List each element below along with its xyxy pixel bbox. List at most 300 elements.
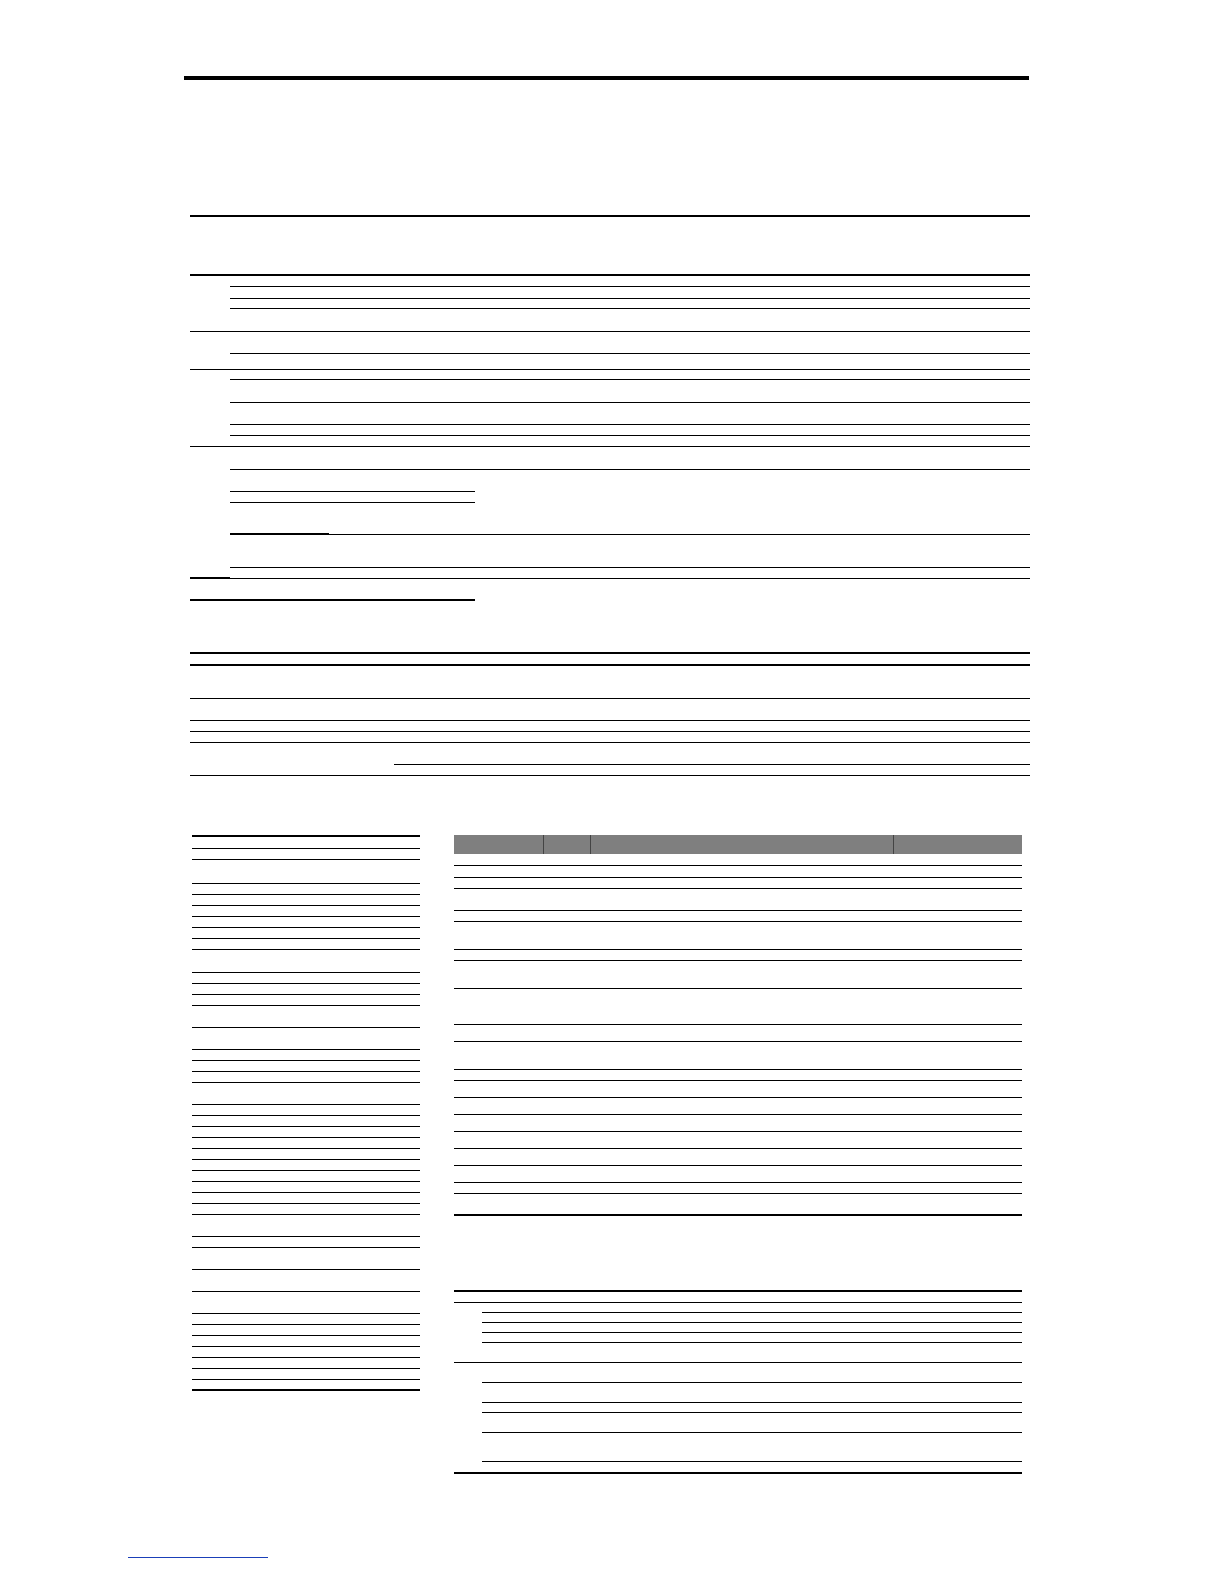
table-row [454, 1114, 1022, 1131]
table-cell [590, 1041, 893, 1069]
table-cell [543, 1024, 590, 1041]
table-row [192, 1082, 420, 1104]
table-row [190, 435, 1030, 446]
table-row [190, 286, 1030, 298]
table-cell [275, 949, 420, 972]
table-cell [275, 1060, 420, 1071]
table-row [190, 331, 1030, 353]
table-cell [192, 1214, 275, 1236]
table-row [192, 1236, 420, 1247]
table-cell [275, 1379, 420, 1390]
table-cell [329, 369, 475, 379]
table-cell [190, 698, 485, 720]
table-cell [893, 1312, 1022, 1322]
table-cell [543, 1193, 590, 1215]
table-row [190, 567, 1030, 578]
table-row [192, 1049, 420, 1060]
table-cell [329, 435, 475, 446]
table-row [454, 960, 1022, 988]
table-cell [275, 1192, 420, 1203]
table-row [454, 988, 1022, 1024]
table-row [192, 994, 420, 1005]
table-cell [192, 983, 275, 994]
table-cell [485, 653, 1030, 665]
table-cell [454, 1165, 543, 1182]
table-cell [192, 972, 275, 983]
table-cell [329, 298, 475, 308]
table-row [192, 1170, 420, 1181]
table-row [454, 1165, 1022, 1182]
table-cell [192, 1126, 275, 1137]
table-cell [275, 1346, 420, 1357]
table-cell [454, 888, 543, 910]
table-cell [893, 1432, 1022, 1461]
table-row [190, 742, 1030, 764]
table-row [192, 972, 420, 983]
table-cell [571, 1382, 893, 1402]
table-row [454, 1432, 1022, 1461]
table-cell [893, 1461, 1022, 1473]
table-row [190, 469, 1030, 491]
table-cell [475, 379, 1030, 402]
table-cell [893, 1182, 1022, 1193]
table-cell [543, 854, 590, 865]
table-cell [192, 894, 275, 905]
table-cell [893, 988, 1022, 1024]
table-row [190, 275, 1030, 286]
table-row [454, 1069, 1022, 1080]
table-row [192, 938, 420, 949]
table-cell [571, 1332, 893, 1342]
table-cell [230, 446, 329, 469]
table-cell [454, 1069, 543, 1080]
table-cell [454, 865, 543, 877]
table-cell [275, 1148, 420, 1159]
table-cell [394, 764, 485, 775]
table-cell [543, 921, 590, 949]
table-cell [893, 1362, 1022, 1382]
table-cell [329, 502, 475, 533]
table-cell [275, 1357, 420, 1368]
table-cell [192, 1192, 275, 1203]
table-cell [192, 1181, 275, 1192]
table-cell [192, 1049, 275, 1060]
table-cell [192, 836, 275, 848]
table-row [190, 698, 1030, 720]
table-cell [454, 1291, 571, 1302]
table-cell [192, 1104, 275, 1115]
table-cell [275, 905, 420, 916]
table-cell [485, 698, 1030, 720]
table-row [192, 1357, 420, 1368]
table-row [190, 578, 1030, 600]
table-row [192, 1104, 420, 1115]
table-cell [893, 854, 1022, 865]
table-cell [394, 742, 485, 764]
table-cell [275, 1214, 420, 1236]
table-cell [454, 1193, 543, 1215]
table-cell [230, 353, 329, 369]
table-cell [590, 877, 893, 888]
table-cell [192, 916, 275, 927]
table-cell [230, 534, 329, 567]
table-row [190, 424, 1030, 435]
footer-link-underline[interactable] [128, 1557, 268, 1558]
table-cell [192, 927, 275, 938]
table-row [192, 883, 420, 894]
table-row [190, 534, 1030, 567]
table-cell [590, 1193, 893, 1215]
table-cell [893, 1402, 1022, 1412]
table-cell [329, 402, 475, 424]
table-cell [454, 854, 543, 865]
table-cell [329, 353, 475, 369]
table-row [454, 921, 1022, 949]
table-cell [329, 578, 475, 600]
table-cell [475, 308, 1030, 331]
table-cell [893, 865, 1022, 877]
table-cell [475, 567, 1030, 578]
table-cell [329, 469, 475, 491]
table-5 [454, 1290, 1022, 1474]
table-cell [192, 938, 275, 949]
table-cell [475, 275, 1030, 286]
table-cell [590, 1069, 893, 1080]
table-cell [275, 1324, 420, 1335]
table-row [192, 983, 420, 994]
table-cell [454, 1302, 482, 1362]
table-cell [543, 910, 590, 921]
table-1 [190, 215, 1030, 601]
table-cell [571, 1362, 893, 1382]
table-row [190, 216, 1030, 275]
table-row [190, 379, 1030, 402]
table-row [454, 1312, 1022, 1322]
table-row [454, 949, 1022, 960]
table-cell [329, 491, 475, 502]
table-row [192, 894, 420, 905]
table-cell [893, 1342, 1022, 1362]
table-cell [543, 960, 590, 988]
table-cell [893, 921, 1022, 949]
table-cell [893, 1291, 1022, 1302]
table-cell [543, 888, 590, 910]
table-cell [893, 1302, 1022, 1312]
table-row [192, 949, 420, 972]
table-cell [893, 1080, 1022, 1097]
table-cell [192, 1159, 275, 1170]
table-cell [275, 1126, 420, 1137]
table-cell [590, 949, 893, 960]
table-row [192, 1148, 420, 1159]
table-cell [482, 1461, 571, 1473]
table-row [190, 731, 1030, 742]
table-row [454, 1332, 1022, 1342]
table-cell [454, 1097, 543, 1114]
table-cell [275, 994, 420, 1005]
table-row [192, 1346, 420, 1357]
table-cell [329, 424, 475, 435]
table-row [192, 1335, 420, 1346]
table-row [192, 916, 420, 927]
table-cell [192, 1291, 275, 1313]
table-cell [454, 1024, 543, 1041]
table-row [454, 1291, 1022, 1302]
table-cell [190, 216, 230, 275]
table-cell [543, 865, 590, 877]
table-cell [543, 1080, 590, 1097]
table-cell [275, 1005, 420, 1027]
table-cell [192, 1357, 275, 1368]
table-cell [893, 1114, 1022, 1131]
table-cell [475, 298, 1030, 308]
table-cell [230, 379, 329, 402]
table-cell [192, 883, 275, 894]
table-cell [275, 1313, 420, 1324]
table-cell [543, 1148, 590, 1165]
table-row [192, 1192, 420, 1203]
table-cell [230, 369, 329, 379]
table-cell [329, 216, 475, 275]
table-cell [893, 1193, 1022, 1215]
table-cell [275, 883, 420, 894]
table-cell [482, 1382, 571, 1402]
table-cell [230, 402, 329, 424]
table-cell [329, 308, 475, 331]
table-cell [230, 491, 329, 502]
table-cell [275, 1082, 420, 1104]
table-cell [275, 1269, 420, 1291]
table-cell [275, 1137, 420, 1148]
table-row [190, 665, 1030, 698]
table-cell [230, 275, 329, 286]
table-cell [893, 1412, 1022, 1432]
table-row [192, 905, 420, 916]
table-cell [275, 1247, 420, 1269]
table-cell [192, 1335, 275, 1346]
table-cell [192, 1203, 275, 1214]
table-row [192, 1313, 420, 1324]
table-cell [192, 905, 275, 916]
table-cell [893, 910, 1022, 921]
table-row [454, 1182, 1022, 1193]
table-cell [590, 854, 893, 865]
table-cell [482, 1332, 571, 1342]
table-cell [475, 402, 1030, 424]
table-cell [590, 1097, 893, 1114]
table-cell [590, 960, 893, 988]
table-cell [454, 1080, 543, 1097]
table-row [454, 1131, 1022, 1148]
table-cell [190, 720, 485, 731]
table-cell [454, 960, 543, 988]
table-cell [543, 1069, 590, 1080]
table-cell [275, 938, 420, 949]
table-cell [543, 1131, 590, 1148]
table-cell [190, 275, 230, 331]
table-cell [230, 502, 329, 533]
table-cell [485, 742, 1030, 764]
table-cell [192, 1137, 275, 1148]
table-cell [454, 921, 543, 949]
table-4 [454, 835, 1022, 1216]
table-cell [893, 1332, 1022, 1342]
table-cell [543, 1041, 590, 1069]
table-cell [190, 665, 485, 698]
table-header-cell [543, 835, 590, 854]
table-cell [192, 1060, 275, 1071]
table-cell [893, 949, 1022, 960]
table-cell [192, 1170, 275, 1181]
table-row [190, 298, 1030, 308]
table-cell [275, 1335, 420, 1346]
table-row [192, 1137, 420, 1148]
table-cell [275, 894, 420, 905]
table-cell [482, 1302, 571, 1312]
table-cell [192, 1324, 275, 1335]
table-row [454, 1302, 1022, 1312]
table-cell [329, 567, 475, 578]
table-cell [192, 1005, 275, 1027]
table-cell [275, 1181, 420, 1192]
table-cell [590, 910, 893, 921]
table-cell [275, 1291, 420, 1313]
table-row [454, 1080, 1022, 1097]
table-header-row [454, 835, 1022, 854]
table-cell [454, 1148, 543, 1165]
table-row [190, 720, 1030, 731]
table-cell [893, 1322, 1022, 1332]
table-cell [275, 836, 420, 848]
table-cell [475, 216, 1030, 275]
table-cell [590, 1024, 893, 1041]
table-cell [192, 1313, 275, 1324]
table-cell [192, 848, 275, 859]
table-cell [571, 1291, 893, 1302]
table-cell [485, 731, 1030, 742]
table-cell [475, 424, 1030, 435]
table-cell [275, 1170, 420, 1181]
table-cell [192, 1027, 275, 1049]
table-cell [192, 859, 275, 883]
table-cell [329, 331, 475, 353]
table-cell [475, 446, 1030, 469]
table-row [454, 1362, 1022, 1382]
header-rule [184, 76, 1029, 80]
table-cell [230, 331, 329, 353]
table-cell [893, 877, 1022, 888]
table-header-cell [893, 835, 1022, 854]
table-cell [482, 1402, 571, 1412]
table-cell [192, 1115, 275, 1126]
table-row [192, 1060, 420, 1071]
table-cell [275, 1159, 420, 1170]
table-cell [893, 1165, 1022, 1182]
table-cell [893, 960, 1022, 988]
table-row [454, 1024, 1022, 1041]
table-3 [192, 835, 420, 1391]
table-row [192, 848, 420, 859]
table-row [454, 1412, 1022, 1432]
table-cell [475, 369, 1030, 379]
table-row [454, 1342, 1022, 1362]
table-cell [192, 1368, 275, 1379]
table-cell [454, 1362, 482, 1473]
table-cell [230, 286, 329, 298]
table-cell [190, 331, 230, 369]
table-row [190, 308, 1030, 331]
table-cell [543, 1114, 590, 1131]
table-cell [590, 888, 893, 910]
table-row [192, 1203, 420, 1214]
table-cell [192, 1082, 275, 1104]
table-cell [454, 949, 543, 960]
table-cell [230, 298, 329, 308]
table-cell [590, 921, 893, 949]
table-cell [454, 1041, 543, 1069]
table-cell [475, 435, 1030, 446]
table-cell [275, 1071, 420, 1082]
table-cell [230, 435, 329, 446]
table-cell [329, 534, 475, 567]
table-cell [590, 988, 893, 1024]
table-cell [454, 1114, 543, 1131]
table-cell [475, 353, 1030, 369]
table-cell [571, 1322, 893, 1332]
table-cell [893, 1041, 1022, 1069]
table-cell [893, 1131, 1022, 1148]
table-cell [454, 877, 543, 888]
table-cell [329, 379, 475, 402]
table-row [192, 1368, 420, 1379]
table-cell [329, 446, 475, 469]
table-cell [190, 446, 230, 578]
table-row [454, 1148, 1022, 1165]
table-cell [190, 578, 230, 600]
table-2 [190, 652, 1030, 776]
table-cell [454, 910, 543, 921]
table-row [192, 927, 420, 938]
table-cell [475, 286, 1030, 298]
table-row [190, 653, 1030, 665]
table-cell [275, 1115, 420, 1126]
table-cell [893, 1069, 1022, 1080]
table-cell [275, 1203, 420, 1214]
table-row [190, 353, 1030, 369]
table-cell [275, 859, 420, 883]
table-cell [275, 927, 420, 938]
table-row [192, 1269, 420, 1291]
table-header-cell [454, 835, 543, 854]
table-cell [275, 1027, 420, 1049]
table-cell [543, 1182, 590, 1193]
table-cell [571, 1342, 893, 1362]
table-cell [192, 1148, 275, 1159]
table-cell [230, 308, 329, 331]
table-row [192, 1027, 420, 1049]
table-cell [571, 1312, 893, 1322]
table-cell [482, 1362, 571, 1382]
table-cell [230, 469, 329, 491]
table-cell [230, 424, 329, 435]
table-cell [230, 578, 329, 600]
table-cell [275, 972, 420, 983]
table-row [192, 859, 420, 883]
table-row [192, 1291, 420, 1313]
table-cell [482, 1312, 571, 1322]
table-cell [454, 1131, 543, 1148]
table-cell [590, 1165, 893, 1182]
